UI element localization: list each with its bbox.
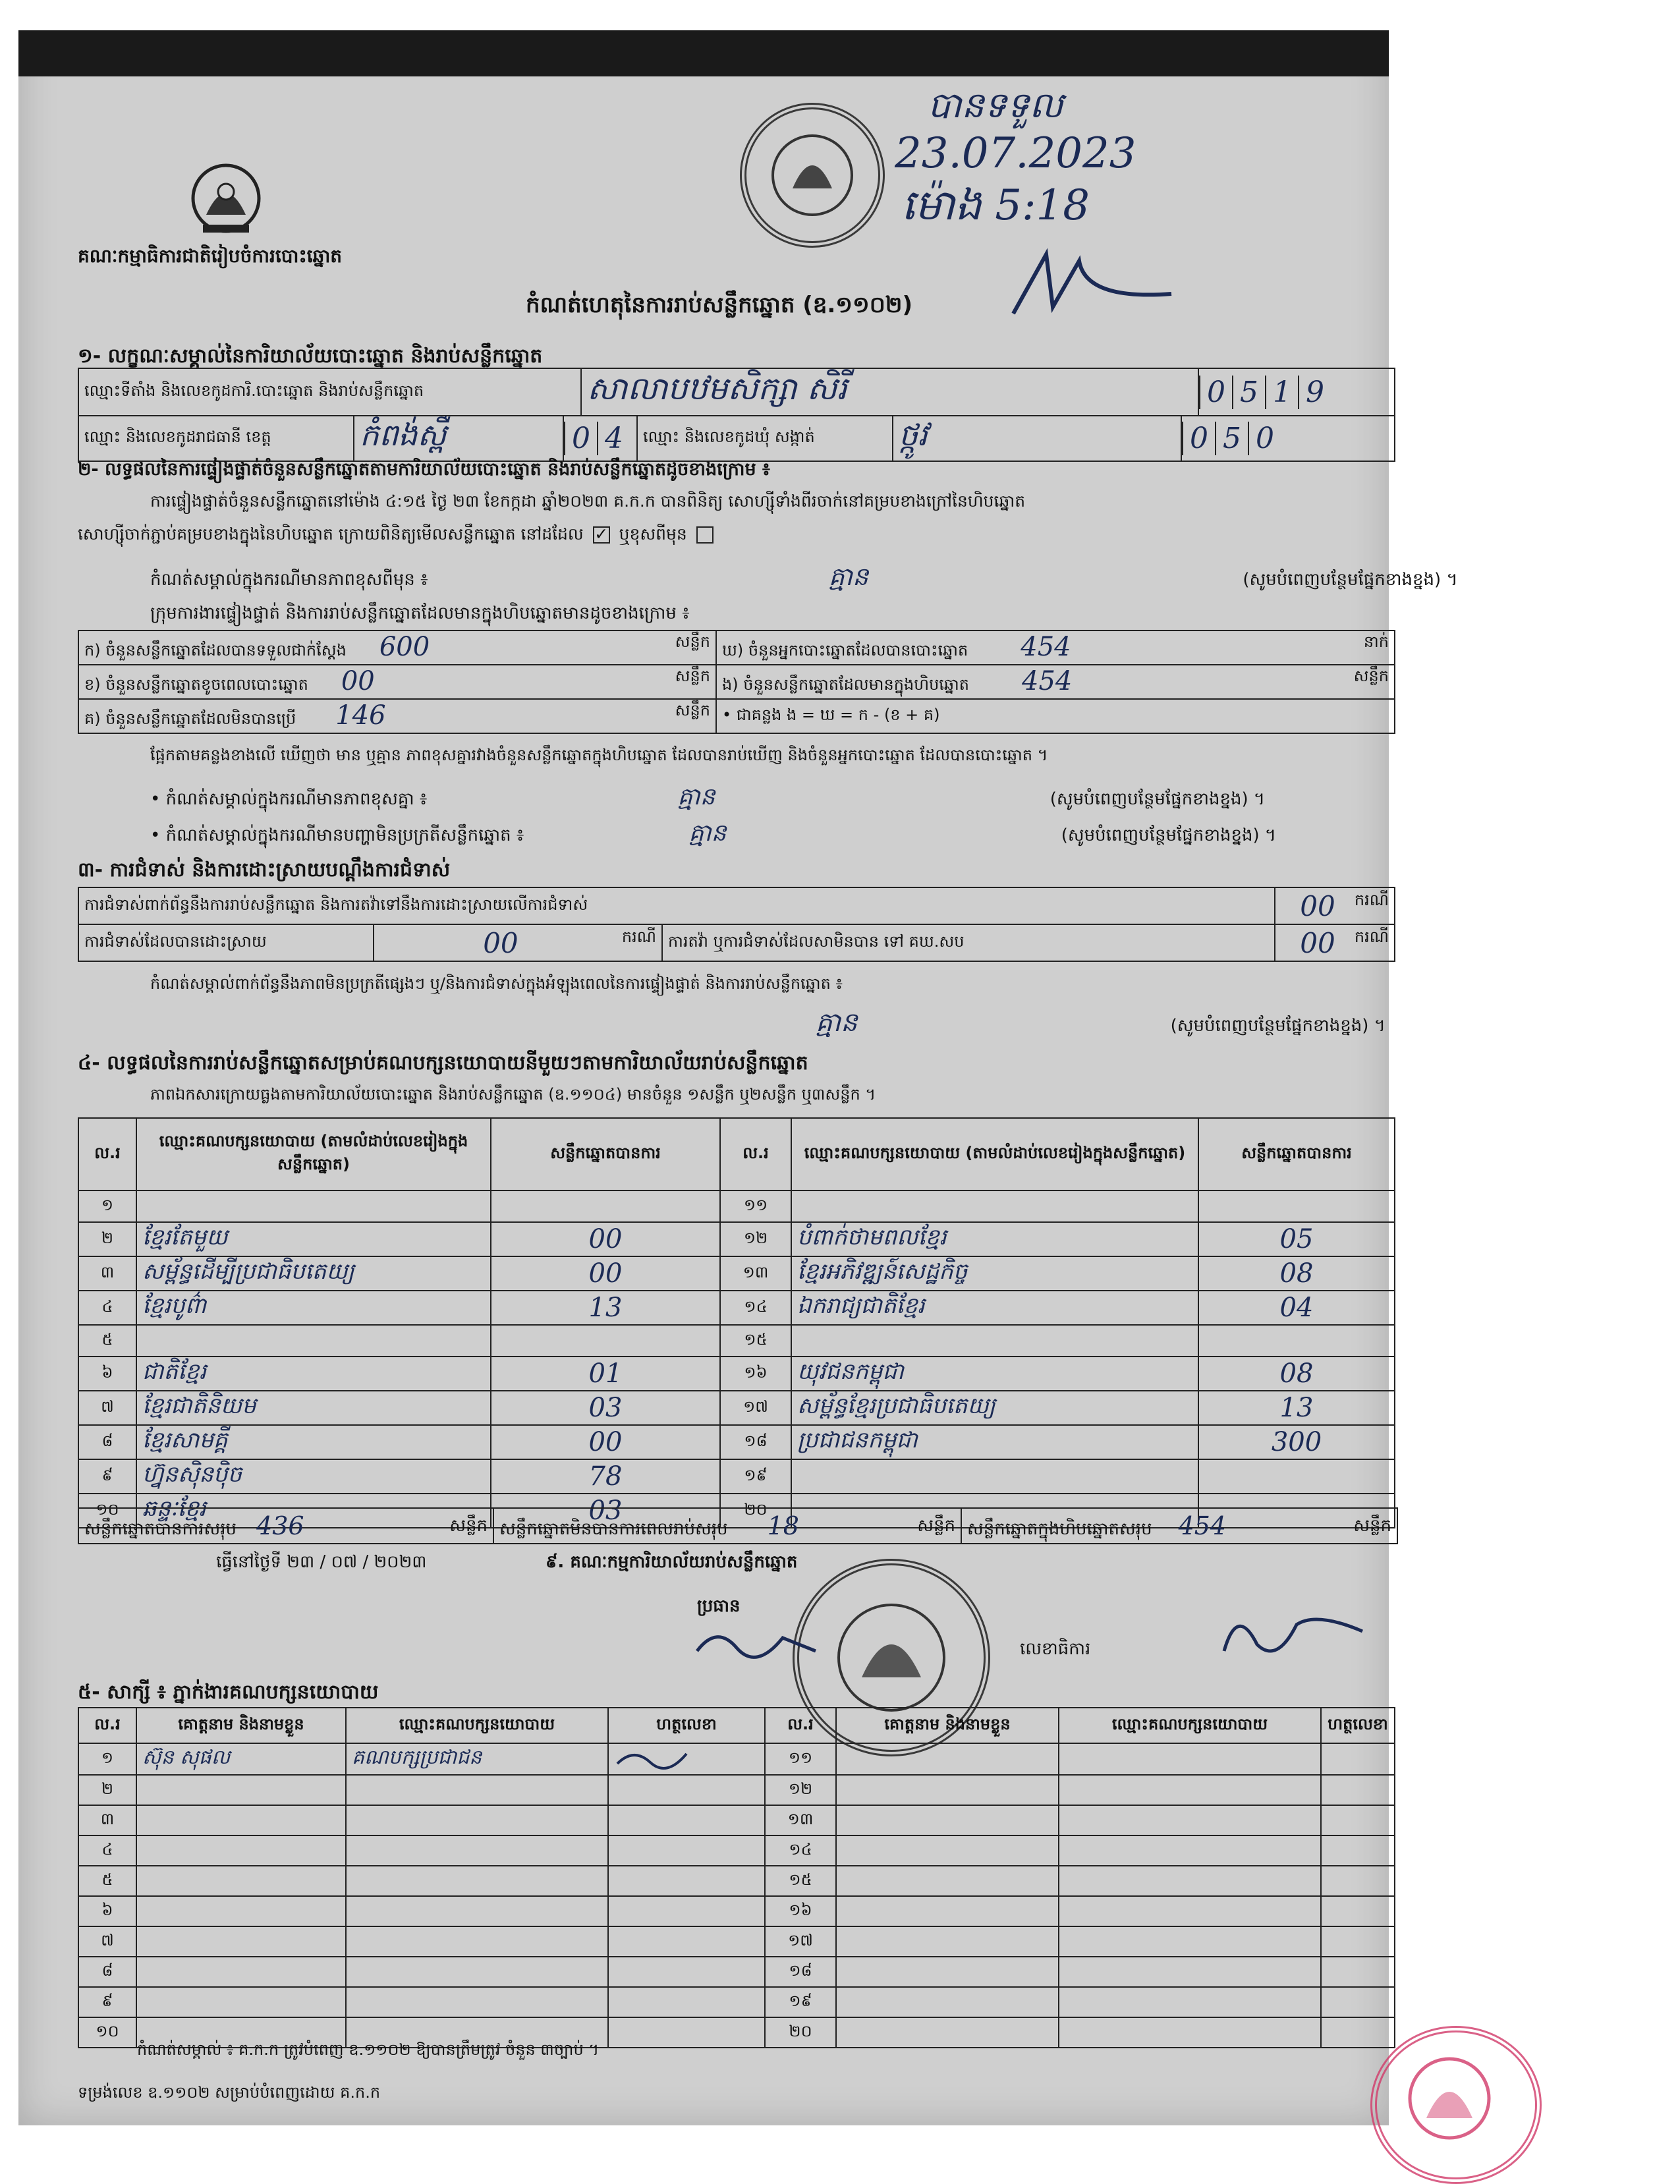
party-name: ខ្មែរសាមគ្គី <box>136 1425 491 1459</box>
same-checkbox: ✓ <box>593 526 610 544</box>
party-no: ៣ <box>78 1256 136 1291</box>
station-code: 0 5 1 9 <box>1198 368 1395 416</box>
witness-name <box>836 2017 1059 2048</box>
party-no: ៤ <box>78 1291 136 1325</box>
witness-name <box>836 1835 1059 1866</box>
party-votes: 300 <box>1198 1425 1395 1459</box>
table-row <box>78 1256 1395 1291</box>
witness-signature <box>1321 1775 1395 1805</box>
party-no: ១១ <box>720 1190 791 1222</box>
section3-remark: គ្មាន (សូមបំពេញបន្ថែមផ្នែកខាងខ្នង) ។ <box>816 1007 1386 1038</box>
party-no: ២០ <box>720 1494 791 1528</box>
witness-no: ៦ <box>78 1896 136 1926</box>
section1-heading: ១- លក្ខណៈសម្គាល់នៃការិយាល័យបោះឆ្នោត និងរាប់សន្លឹកឆ្នោត <box>78 345 543 368</box>
witness-name <box>136 1926 346 1957</box>
witness-name <box>836 1743 1059 1775</box>
section2-line1: ការផ្ទៀងផ្ទាត់ចំនួនសន្លឹកឆ្នោតនៅម៉ោង ៤:១៥ ថ្ងៃ ២៣ ខែកក្កដា ឆ្នាំ២០២៣ គ.ក.ក បានពិនិត្យ សោហ្ស៊ីទាំងពីរចាក់នៅគម្របខាងក្រៅនៃហិបឆ្នោត <box>150 491 1026 511</box>
witness-party <box>1059 1775 1321 1805</box>
table-row <box>78 1291 1395 1325</box>
results-totals <box>78 1507 1398 1544</box>
party-no: ១៨ <box>720 1425 791 1459</box>
party-name: ខ្មែរបូព៌ា <box>136 1291 491 1325</box>
witness-row <box>78 1926 1395 1957</box>
witness-name <box>136 1957 346 1987</box>
party-no: ១៥ <box>720 1325 791 1357</box>
in-box-row: ង) ចំនួនសន្លឹកឆ្នោតដែលមានក្នុងហិបឆ្នោត 454 សន្លឹក <box>716 665 1395 699</box>
witness-signature <box>608 1896 765 1926</box>
scan-dark-edge <box>18 30 1389 76</box>
party-no: ៨ <box>78 1425 136 1459</box>
section2-diff-line: ផ្អែកតាមគន្លងខាងលើ ឃើញថា មាន ឬគ្មាន ភាពខុសគ្នារវាងចំនួនសន្លឹកឆ្នោតក្នុងហិបឆ្នោត ដែលបានរាប់ឃើញ និងចំនួនអ្នកបោះឆ្នោត ដែលបានបោះឆ្នោត ។ <box>150 746 1048 764</box>
witness-table: ល.រ គោត្តនាម និងនាមខ្លួន ឈ្មោះគណបក្សនយោបាយ ហត្ថលេខា ល.រ គោត្តនាម និងនាមខ្លួន ឈ្មោះគណបក្សនយោបាយ ហត្ថលេខា ១ ស៊ុន សុផល គណបក្សប្រជាជន ១១ ២ ១២ ៣ ១៣ ៤ ១៤ ៥ ១៥ ៦ ១៦ ៧ ១៧ ៨ ១៨ ៩ ១៩ ១០ ២០ <box>78 1707 1395 2048</box>
witness-party <box>346 1835 608 1866</box>
done-at-date: ធ្វើនៅថ្ងៃទី ២៣ / ០៧ / ២០២៣ <box>216 1552 427 1572</box>
witness-name: ស៊ុន សុផល <box>136 1743 346 1775</box>
committee-emblem-icon <box>183 162 269 241</box>
party-name: ឆន្ទៈខ្មែរ <box>136 1494 491 1528</box>
section3-heading: ៣- ការជំទាស់ និងការដោះស្រាយបណ្តឹងការជំទាស់ <box>78 858 451 882</box>
witness-no: ១០ <box>78 2017 136 2048</box>
witness-party <box>1059 1957 1321 1987</box>
witness-name <box>136 1896 346 1926</box>
party-votes: 03 <box>491 1391 720 1425</box>
witness-party <box>1059 1743 1321 1775</box>
witness-row <box>78 1866 1395 1896</box>
section4-heading: ៤- លទ្ធផលនៃការរាប់សន្លឹកឆ្នោតសម្រាប់គណបក្សនយោបាយនីមួយៗតាមការិយាល័យរាប់សន្លឹកឆ្នោត <box>78 1051 808 1075</box>
party-votes <box>1198 1190 1395 1222</box>
party-name: ជាតិខ្មែរ <box>136 1357 491 1391</box>
witness-party <box>1059 1896 1321 1926</box>
witness-signature <box>1321 1987 1395 2017</box>
formula-row: • ជាគន្លង ង = ឃ = ក - (ខ + គ) <box>716 699 1395 733</box>
party-votes <box>491 1190 720 1222</box>
party-votes <box>1198 1459 1395 1494</box>
witness-name <box>836 1805 1059 1835</box>
witness-signature <box>608 1866 765 1896</box>
party-votes: 08 <box>1198 1256 1395 1291</box>
witness-no: ១២ <box>765 1775 836 1805</box>
party-no: ១៧ <box>720 1391 791 1425</box>
witness-signature <box>608 1926 765 1957</box>
witness-name <box>836 1775 1059 1805</box>
party-name: ហ្វ៊ុនស៊ិនប៉ិច <box>136 1459 491 1494</box>
party-votes: 00 <box>491 1222 720 1256</box>
party-votes: 05 <box>1198 1222 1395 1256</box>
party-votes: 00 <box>491 1256 720 1291</box>
witness-no: ៣ <box>78 1805 136 1835</box>
witness-no: ៨ <box>78 1957 136 1987</box>
party-name: ខ្មែរជាតិនិយម <box>136 1391 491 1425</box>
witness-signature <box>1321 1743 1395 1775</box>
witness-no: ៥ <box>78 1866 136 1896</box>
witness-signature <box>1321 1805 1395 1835</box>
section3-remark-label: កំណត់សម្គាល់ពាក់ព័ន្ធនឹងភាពមិនប្រក្រតីផ្សេងៗ ឬ/និងការជំទាស់ក្នុងអំឡុងពេលនៃការផ្ទៀងផ្ទាត់ និងការរាប់សន្លឹកឆ្នោត ៖ <box>150 974 843 993</box>
witness-row <box>78 1805 1395 1835</box>
witness-row <box>78 1987 1395 2017</box>
witness-signature <box>608 2017 765 2048</box>
party-no: ៦ <box>78 1357 136 1391</box>
witness-signature <box>608 1775 765 1805</box>
party-name <box>791 1190 1198 1222</box>
section2-remark: កំណត់សម្គាល់ក្នុងករណីមានភាពខុសពីមុន ៖ គ្មាន (សូមបំពេញបន្ថែមផ្នែកខាងខ្នង) ។ <box>150 562 1458 591</box>
results-col-votes: សន្លឹកឆ្នោតបានការ <box>491 1118 720 1190</box>
form-title: កំណត់ហេតុនៃការរាប់សន្លឹកឆ្នោត (ឧ.១១០២) <box>526 292 913 318</box>
witness-party <box>346 1957 608 1987</box>
table-row <box>78 1190 1395 1222</box>
province-value: កំពង់ស្ពឺ <box>354 416 563 461</box>
secretary-label: លេខាធិការ <box>1020 1639 1091 1659</box>
section5-heading: ៥- សាក្សី ៖ ភ្នាក់ងារគណបក្សនយោបាយ <box>78 1681 379 1704</box>
results-col-party: ឈ្មោះគណបក្សនយោបាយ (តាមលំដាប់លេខរៀងក្នុងសន្លឹកឆ្នោត) <box>136 1118 491 1190</box>
party-name <box>791 1325 1198 1357</box>
witness-party <box>346 1896 608 1926</box>
party-votes: 13 <box>491 1291 720 1325</box>
objection-row2-label: ការជំទាស់ដែលបានដោះស្រាយ <box>78 924 374 961</box>
received-row: ក) ចំនួនសន្លឹកឆ្នោតដែលបានទទួលជាក់ស្តែង 600 សន្លឹក <box>78 630 716 665</box>
total-in-box: សន្លឹកឆ្នោតក្នុងហិបឆ្នោតសរុប 454 សន្លឹក <box>967 1511 1391 1540</box>
witness-signature <box>608 1743 765 1775</box>
objection-row2b-value: 00 ករណី <box>1275 924 1395 961</box>
witness-no: ២០ <box>765 2017 836 2048</box>
party-no: ១៣ <box>720 1256 791 1291</box>
witness-no: ១៥ <box>765 1866 836 1896</box>
witness-name <box>836 1896 1059 1926</box>
hw-received: បានទទួល <box>928 84 1063 126</box>
section2-intro: ក្រុមការងារផ្ទៀងផ្ទាត់ និងការរាប់សន្លឹកឆ្នោតដែលមានក្នុងហិបឆ្នោតមានដូចខាងក្រោម ៖ <box>150 603 690 623</box>
objection-row2-value: 00 ករណី <box>374 924 662 961</box>
section2-line2: សោហ្ស៊ីចាក់ភ្ជាប់គម្របខាងក្នុងនៃហិបឆ្នោត ក្រោយពិនិត្យមើលសន្លឹកឆ្នោត នៅដដែល ✓ ឬខុសពីមុន <box>78 524 717 548</box>
party-votes <box>1198 1325 1395 1357</box>
witness-row <box>78 1835 1395 1866</box>
section4-sub: ភាពឯកសារក្រោយធ្លងតាមការិយាល័យបោះឆ្នោត និងរាប់សន្លឹកឆ្នោត (ឧ.១១០៤) មានចំនួន ១សន្លឹក ឬ២សន្លឹក ឬ៣សន្លឹក ។ <box>150 1085 876 1104</box>
station-value: សាលាបឋមសិក្សា សិរី <box>581 368 1198 416</box>
party-no: ១៩ <box>720 1459 791 1494</box>
committee-line: ៩. គណៈកម្មការិយាល័យរាប់សន្លឹកឆ្នោត <box>546 1552 798 1572</box>
total-valid: សន្លឹកឆ្នោតបានការសរុប 436 សន្លឹក <box>79 1509 494 1543</box>
party-name <box>136 1325 491 1357</box>
witness-name <box>836 1866 1059 1896</box>
witness-party <box>1059 1805 1321 1835</box>
results-col-no: ល.រ <box>78 1118 136 1190</box>
section2-heading: ២- លទ្ធផលនៃការផ្ទៀងផ្ទាត់ចំនួនសន្លឹកឆ្នោតតាមការិយាល័យបោះឆ្នោត និងរាប់សន្លឹកឆ្នោតដូចខាងក្រោម ៖ <box>78 459 770 480</box>
party-name: ឯករាជ្យជាតិខ្មែរ <box>791 1291 1198 1325</box>
witness-no: ១៨ <box>765 1957 836 1987</box>
party-name: យុវជនកម្ពុជា <box>791 1357 1198 1391</box>
unused-row: គ) ចំនួនសន្លឹកឆ្នោតដែលមិនបានប្រើ 146 សន្លឹក <box>78 699 716 733</box>
commune-label: ឈ្មោះ និងលេខកូដឃុំ សង្កាត់ <box>637 416 893 461</box>
party-name: សម្ព័ន្ធដើម្បីប្រជាធិបតេយ្យ <box>136 1256 491 1291</box>
witness-signature <box>1321 1835 1395 1866</box>
witness-no: ៤ <box>78 1835 136 1866</box>
witness-no: ១៧ <box>765 1926 836 1957</box>
witness-name <box>136 1987 346 2017</box>
witness-signature <box>1321 1896 1395 1926</box>
witness-no: ១៦ <box>765 1896 836 1926</box>
party-votes <box>491 1325 720 1357</box>
witness-no: ៩ <box>78 1987 136 2017</box>
party-name: បំពាក់ថាមពលខ្មែរ <box>791 1222 1198 1256</box>
witness-signature <box>608 1805 765 1835</box>
secretary-signature <box>1218 1598 1369 1673</box>
objection-table <box>78 887 1395 962</box>
party-name: សម្ព័ន្ធខ្មែរប្រជាធិបតេយ្យ <box>791 1391 1198 1425</box>
witness-party <box>346 1866 608 1896</box>
chair-label: ប្រធាន <box>697 1596 741 1616</box>
witness-name <box>136 1775 346 1805</box>
party-no: ៧ <box>78 1391 136 1425</box>
party-no: ១៤ <box>720 1291 791 1325</box>
party-name: ខ្មែរអភិវឌ្ឍន៍សេដ្ឋកិច្ច <box>791 1256 1198 1291</box>
witness-party <box>1059 1866 1321 1896</box>
witness-no: ១៤ <box>765 1835 836 1866</box>
witness-party <box>346 1926 608 1957</box>
province-code: 0 4 <box>563 416 637 461</box>
witness-party <box>1059 2017 1321 2048</box>
party-votes: 00 <box>491 1425 720 1459</box>
witness-row <box>78 1957 1395 1987</box>
commune-value: ថ្កូវ <box>893 416 1181 461</box>
witness-name <box>836 1926 1059 1957</box>
chair-signature <box>690 1611 822 1673</box>
witness-signature <box>1321 1957 1395 1987</box>
province-label: ឈ្មោះ និងលេខកូដរាជធានី ខេត្ត <box>79 416 354 461</box>
section2-bullet2: • កំណត់សម្គាល់ក្នុងករណីមានបញ្ហាមិនប្រក្រតីសន្លឹកឆ្នោត ៖ គ្មាន (សូមបំពេញបន្ថែមផ្នែកខាងខ្នង) ។ <box>150 820 1277 847</box>
party-no: ១ <box>78 1190 136 1222</box>
table-row <box>78 1222 1395 1256</box>
witness-party <box>346 1805 608 1835</box>
witness-signature <box>608 1987 765 2017</box>
witness-name <box>136 1866 346 1896</box>
table-row <box>78 1391 1395 1425</box>
hw-time: ម៉ោង 5:18 <box>901 181 1090 230</box>
section2-bullet1: • កំណត់សម្គាល់ក្នុងករណីមានភាពខុសគ្នា ៖ គ្មាន (សូមបំពេញបន្ថែមផ្នែកខាងខ្នង) ។ <box>150 783 1266 810</box>
party-no: ១០ <box>78 1494 136 1528</box>
footer-note: កំណត់សម្គាល់ ៖ គ.ក.ក ត្រូវបំពេញ ឧ.១១០២ ឱ្យបានត្រឹមត្រូវ ចំនួន ៣ច្បាប់ ។ <box>137 2040 600 2059</box>
party-no: ៥ <box>78 1325 136 1357</box>
witness-party <box>1059 1987 1321 2017</box>
party-name: ប្រជាជនកម្ពុជា <box>791 1425 1198 1459</box>
table-row <box>78 1425 1395 1459</box>
committee-name: គណៈកម្មាធិការជាតិរៀបចំការបោះឆ្នោត <box>78 245 343 267</box>
witness-row <box>78 1775 1395 1805</box>
witness-party: គណបក្សប្រជាជន <box>346 1743 608 1775</box>
section1-table <box>78 368 1395 462</box>
witness-name <box>136 1805 346 1835</box>
witness-no: ១៣ <box>765 1805 836 1835</box>
party-votes: 78 <box>491 1459 720 1494</box>
table-row <box>78 1325 1395 1357</box>
witness-party <box>1059 1835 1321 1866</box>
witness-no: ២ <box>78 1775 136 1805</box>
objection-row2b-label: ការតវ៉ា ឬការជំទាស់ដែលសាមិនបាន ទៅ គឃ.សប <box>662 924 1275 961</box>
witness-no: ១១ <box>765 1743 836 1775</box>
footer-note2: ទម្រង់លេខ ឧ.១១០២ សម្រាប់បំពេញដោយ គ.ក.ក <box>78 2083 381 2102</box>
witness-row <box>78 1896 1395 1926</box>
witness-signature-mark <box>614 1744 693 1770</box>
official-stamp-top <box>740 103 885 248</box>
commune-code: 0 5 0 <box>1181 416 1394 461</box>
party-name <box>136 1190 491 1222</box>
station-label: ឈ្មោះទីតាំង និងលេខកូដការិ.បោះឆ្នោត និងរាប់សន្លឹកឆ្នោត <box>78 368 581 416</box>
voters-row: ឃ) ចំនួនអ្នកបោះឆ្នោតដែលបានបោះឆ្នោត 454 នាក់ <box>716 630 1395 665</box>
witness-signature <box>1321 1866 1395 1896</box>
witness-name <box>136 1835 346 1866</box>
witness-name <box>836 1987 1059 2017</box>
witness-party <box>346 1775 608 1805</box>
party-votes: 13 <box>1198 1391 1395 1425</box>
party-no: ១៦ <box>720 1357 791 1391</box>
party-votes: 04 <box>1198 1291 1395 1325</box>
witness-no: ១ <box>78 1743 136 1775</box>
results-table: ល.រ ឈ្មោះគណបក្សនយោបាយ (តាមលំដាប់លេខរៀងក្នុងសន្លឹកឆ្នោត) សន្លឹកឆ្នោតបានការ ល.រ ឈ្មោះគណបក្សនយោបាយ (តាមលំដាប់លេខរៀងក្នុងសន្លឹកឆ្នោត) សន្លឹកឆ្នោតបានការ ១ ១១ ២ ខ្មែរតែមួយ 00 ១២ បំពាក់ថាមពលខ្មែរ 05 ៣ សម្ព័ន្ធដើម្បីប្រជាធិបតេយ្យ 00 ១៣ ខ្មែរអភិវឌ្ឍន៍សេដ្ឋកិច្ច 08 ៤ ខ្មែរបូព៌ា 13 ១៤ ឯករាជ្យជាតិខ្មែរ 04 ៥ ១៥ ៦ ជាតិខ្មែរ 01 ១៦ យុវជនកម្ពុជា 08 ៧ ខ្មែរជាតិនិយម 03 ១៧ សម្ព័ន្ធខ្មែរប្រជាធិបតេយ្យ 13 ៨ ខ្មែរសាមគ្គី 00 ១៨ ប្រជាជនកម្ពុជា 300 ៩ ហ្វ៊ុនស៊ិនប៉ិច 78 ១៩ ១០ ឆន្ទៈខ្មែរ 03 ២០ <box>78 1117 1395 1528</box>
spoiled-row: ខ) ចំនួនសន្លឹកឆ្នោតខូចពេលបោះឆ្នោត 00 សន្លឹក <box>78 665 716 699</box>
witness-no: ១៩ <box>765 1987 836 2017</box>
hw-signature-top <box>1007 241 1178 323</box>
scanned-form-page <box>18 30 1458 2125</box>
party-votes: 08 <box>1198 1357 1395 1391</box>
witness-party <box>1059 1926 1321 1957</box>
hw-date: 23.07.2023 <box>895 129 1136 178</box>
party-name <box>791 1459 1198 1494</box>
party-votes: 01 <box>491 1357 720 1391</box>
party-no: ៩ <box>78 1459 136 1494</box>
party-no: ២ <box>78 1222 136 1256</box>
table-row <box>78 1459 1395 1494</box>
witness-signature <box>608 1835 765 1866</box>
total-invalid: សន្លឹកឆ្នោតមិនបានការពេលរាប់សរុប 18 សន្លឹក <box>494 1509 962 1543</box>
witness-no: ៧ <box>78 1926 136 1957</box>
witness-party <box>346 1987 608 2017</box>
objection-row1-value: 00 ករណី <box>1275 887 1395 924</box>
witness-signature <box>608 1957 765 1987</box>
witness-signature <box>1321 1926 1395 1957</box>
party-no: ១២ <box>720 1222 791 1256</box>
witness-name <box>836 1957 1059 1987</box>
party-name: ខ្មែរតែមួយ <box>136 1222 491 1256</box>
changed-checkbox <box>696 526 714 544</box>
ballot-count-table <box>78 630 1395 734</box>
witness-row <box>78 1743 1395 1775</box>
table-row <box>78 1357 1395 1391</box>
objection-row1-label: ការជំទាស់ពាក់ព័ន្ធនឹងការរាប់សន្លឹកឆ្នោត និងការតវ៉ាទៅនឹងការដោះស្រាយលើការជំទាស់ <box>78 887 1275 924</box>
corner-stamp <box>1370 2026 1542 2184</box>
party-votes: 03 <box>491 1494 720 1528</box>
